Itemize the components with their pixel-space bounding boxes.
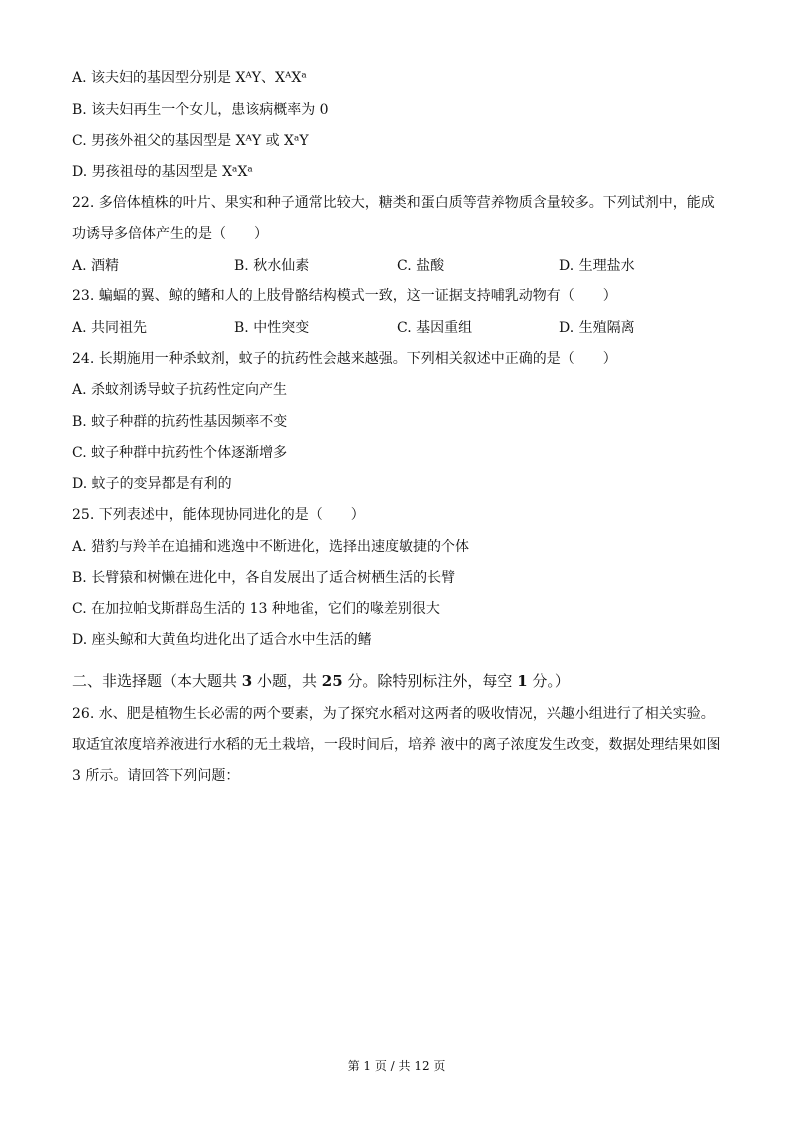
q25-option-b: B. 长臂猿和树懒在进化中，各自发展出了适合树栖生活的长臂	[72, 570, 456, 586]
q22-option-d: D. 生理盐水	[559, 258, 635, 274]
q25-option-a: A. 猎豹与羚羊在追捕和逃逸中不断进化，选择出速度敏捷的个体	[72, 539, 470, 555]
q23-option-a: A. 共同祖先	[72, 320, 148, 336]
q22-options	[72, 256, 722, 276]
q22-option-c: C. 盐酸	[397, 258, 445, 274]
q21-option-b: B. 该夫妇再生一个女儿，患该病概率为 0	[72, 102, 329, 118]
q23-option-c: C. 基因重组	[397, 320, 473, 336]
q23-options	[72, 318, 722, 338]
q22-option-b: B. 秋水仙素	[234, 258, 310, 274]
q21-option-d: D. 男孩祖母的基因型是 XᵃXᵃ	[72, 164, 253, 180]
q24-option-b: B. 蚊子种群的抗药性基因频率不变	[72, 414, 288, 430]
q23-option-b: B. 中性突变	[234, 320, 310, 336]
q21-option-a: A. 该夫妇的基因型分别是 XᴬY、XᴬXᵃ	[72, 70, 307, 86]
q23-option-d: D. 生殖隔离	[559, 320, 635, 336]
section-2-heading: 二、非选择题（本大题共 3 小题，共 25 分。除特别标注外，每空 1 分。）	[72, 672, 570, 690]
page-footer: 第 1 页 / 共 12 页	[347, 1059, 446, 1073]
q22-option-a: A. 酒精	[72, 258, 120, 274]
q25-stem: 25. 下列表述中，能体现协同进化的是（ ）	[72, 507, 365, 523]
q26-stem: 26. 水、肥是植物生长必需的两个要素，为了探究水稻对这两者的吸收情况，兴趣小组进行了相关实验。取适宜浓度培养液进行水稻的无土栽培，一段时间后，培养 液中的离子浓度发生改变，数据处理结果如图 3 所示。请回答下列问题：	[72, 706, 721, 784]
q23-stem: 23. 蝙蝠的翼、鲸的鳍和人的上肢骨骼结构模式一致，这一证据支持哺乳动物有（ ）	[72, 288, 617, 304]
q22-stem: 22. 多倍体植株的叶片、果实和种子通常比较大，糖类和蛋白质等营养物质含量较多。下列试剂中，能成功诱导多倍体产生的是（ ）	[72, 195, 715, 242]
q24-option-d: D. 蚊子的变异都是有利的	[72, 476, 232, 492]
q25-option-c: C. 在加拉帕戈斯群岛生活的 13 种地雀，它们的喙差别很大	[72, 601, 440, 617]
q24-stem: 24. 长期施用一种杀蚊剂，蚊子的抗药性会越来越强。下列相关叙述中正确的是（ ）	[72, 351, 617, 367]
q25-option-d: D. 座头鲸和大黄鱼均进化出了适合水中生活的鳍	[72, 632, 372, 648]
q24-option-a: A. 杀蚊剂诱导蚊子抗药性定向产生	[72, 382, 288, 398]
q21-option-c: C. 男孩外祖父的基因型是 XᴬY 或 XᵃY	[72, 133, 309, 149]
q24-option-c: C. 蚊子种群中抗药性个体逐渐增多	[72, 445, 288, 461]
